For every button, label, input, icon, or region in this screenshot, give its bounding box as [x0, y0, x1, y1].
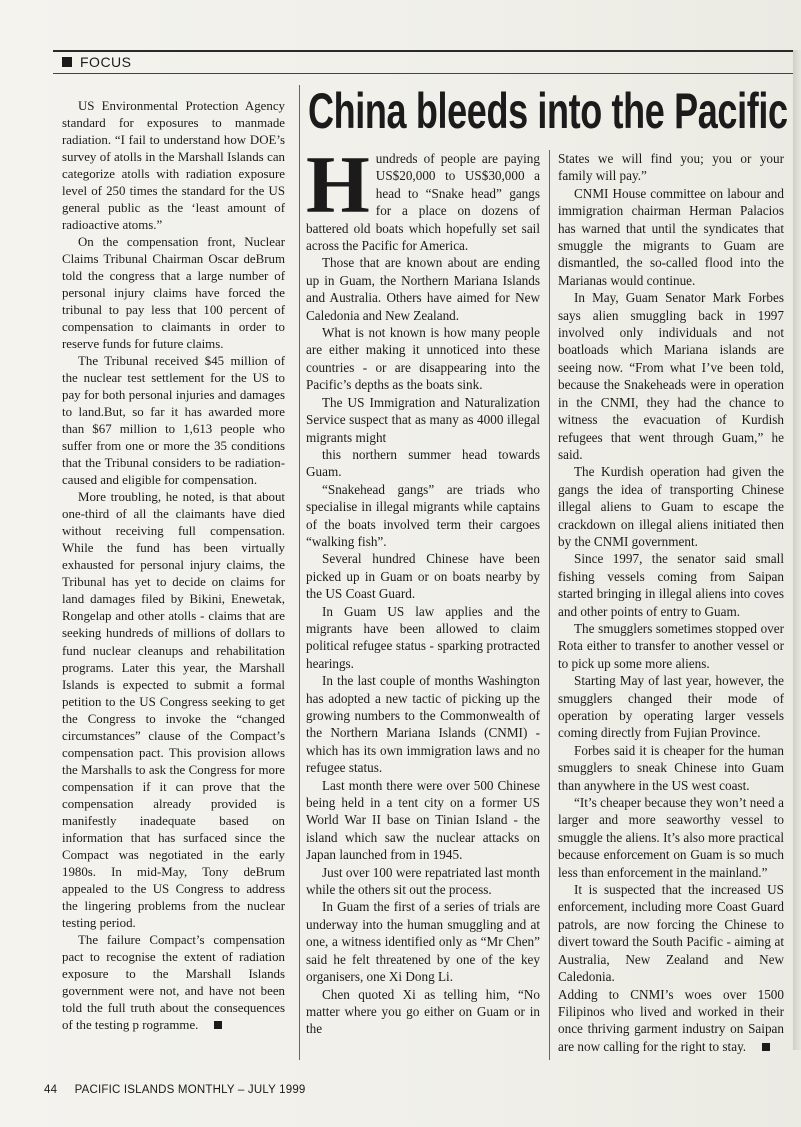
middle-column: [306, 139, 540, 1038]
right-paragraph: Forbes said it is cheaper for the human smugglers to sneak Chinese into Guam than anywhere in the US west coast.: [558, 742, 784, 793]
page-number: 44: [44, 1084, 58, 1096]
right-paragraph: The Kurdish operation had given the gangs the idea of transporting Chinese illegal aliens to Guam to escape the crackdown on illegal aliens initiated then by the CNMI government.: [558, 464, 784, 549]
right-paragraph: “It’s cheaper because they won’t need a larger and more seaworthy vessel to smuggle the aliens. It’s also more practical because enforcement on Guam is so much less than enforcement in the mainland.”: [558, 795, 784, 880]
right-paragraph: States we will find you; you or your family will pay.”: [558, 151, 784, 184]
right-paragraph: It is suspected that the increased US enforcement, including more Coast Guard patrols, are now forcing the Chinese to divert toward the South Pacific - aiming at Australia, New Zealand and New Caledonia.: [558, 882, 784, 985]
left-paragraph-last: [62, 932, 285, 1034]
middle-paragraph: The US Immigration and Naturalization Service suspect that as many as 4000 illegal migrants might: [306, 394, 540, 445]
lead-paragraph: [306, 139, 540, 254]
middle-paragraph: “Snakehead gangs” are triads who specialise in illegal migrants while captains of the boats involved term their cargoes “walking fish”.: [306, 481, 540, 549]
column-divider-right: [549, 150, 550, 1060]
middle-paragraph: Chen quoted Xi as telling him, “No matter where you go either on Guam or in the: [306, 986, 540, 1037]
middle-paragraph: In the last couple of months Washington has adopted a new tactic of picking up the growing numbers to the Commonwealth of the Northern Mariana Islands (CNMI) - which has its own immigration laws and no refugee status.: [306, 673, 540, 776]
middle-paragraph: this northern summer head towards Guam.: [306, 446, 540, 480]
section-label-text: FOCUS: [80, 54, 132, 70]
top-rule: [53, 50, 793, 52]
left-paragraph: More troubling, he noted, is that about one-third of all the claimants have died without receiving full compensation. While the fund has been virtually exhausted for personal injury claims, the Tribunal has yet to decide on claims for land damages filed by Bikini, Enewetak, Rongelap and other atolls - claims that are seeking hundreds of millions of dollars to fund nuclear cleanups and rehabilitation programs. Later this year, the Marshall Islands is expected to submit a formal petition to the US Congress seeking to get the Congress to invoke the “changed circumstances” clause of the Compact’s compensation pact. This provision allows the Marshalls to ask the Congress for more compensation if it can prove that the compensation already provided is manifestly inadequate based on information that has surfaced since the Compact was negotiated in the early 1980s. In mid-May, Tony deBrum appealed to the US Congress to address the lingering problems from the nuclear testing period.: [62, 490, 285, 930]
right-paragraph: In May, Guam Senator Mark Forbes says alien smuggling back in 1997 involved only individuals and not boatloads which Mariana islands are seeing now. “From what I’ve been told, because the Snakeheads were in operation in the CNMI, they had the chance to witness the evacuation of Kurdish refugees that went through Guam,” he said.: [558, 290, 784, 462]
right-paragraph: CNMI House committee on labour and immigration chairman Herman Palacios has warned that until the syndicates that smuggle the migrants to Guam are dismantled, the so-called flood into the Marianas would continue.: [558, 185, 784, 288]
left-paragraph: On the compensation front, Nuclear Claims Tribunal Chairman Oscar deBrum told the congress that a large number of personal injury claims have forced the tribunal to pay less that 100 percent of compensation to claimants in order to reserve funds for future claims.: [62, 235, 285, 352]
right-paragraph: Starting May of last year, however, the smugglers changed their mode of operation by operating larger vessels coming directly from Fujian Province.: [558, 673, 784, 741]
middle-paragraph: Those that are known about are ending up in Guam, the Northern Mariana Islands and Australia. Others have aimed for New Caledonia and New Zealand.: [306, 255, 540, 323]
middle-paragraph: In Guam the first of a series of trials are underway into the human smuggling and at one, a witness identified only as “Mr Chen” said he felt threatened by one of the key organisers, one Xi Dong Li.: [306, 899, 540, 985]
section-label: [62, 54, 132, 70]
right-paragraph: Since 1997, the senator said small fishing vessels coming from Saipan started bringing in illegal aliens into coves and other points of entry to Guam.: [558, 551, 784, 619]
drop-cap: H: [306, 139, 370, 230]
middle-paragraph: Just over 100 were repatriated last month while the others sit out the process.: [306, 864, 540, 898]
left-column: [62, 98, 285, 1034]
column-divider-left: [299, 85, 300, 1060]
left-paragraph-text: The failure Compact’s compensation pact to recognise the extent of radiation exposure to the Marshall Islands government were not, and have not been told the full truth about the consequences of the testing p rogramme.: [62, 932, 285, 1032]
page-footer: [44, 1084, 306, 1096]
left-paragraph: The Tribunal received $45 million of the nuclear test settlement for the US to pay for both personal injuries and damages to land.But, so far it has awarded more than $67 million to 1,613 people who suffer from one or more the 35 conditions that the Tribunal considers to be radiation-caused and eligible for compensation.: [62, 354, 285, 488]
section-square-icon: [62, 57, 72, 67]
section-rule: [53, 73, 793, 74]
right-paragraph-last: [558, 986, 784, 1056]
headline: China bleeds into the Pacific: [308, 83, 788, 139]
publication-line: PACIFIC ISLANDS MONTHLY – JULY 1999: [74, 1084, 306, 1096]
middle-paragraph: Last month there were over 500 Chinese being held in a tent city on a former US World War II base on Tinian Island - the island which saw the nuclear attacks on Japan launched from in 1945.: [306, 777, 540, 863]
right-paragraph-text: Adding to CNMI’s woes over 1500 Filipinos who lived and worked in their once thriving garment industry on Saipan are now calling for the right to stay.: [558, 986, 784, 1054]
lead-text: undreds of people are paying US$20,000 to US$30,000 a head to “Snake head” gangs for a place on dozens of battered old boats which hopefully set sail across the Pacific for America.: [306, 151, 540, 254]
middle-paragraph: Several hundred Chinese have been picked up in Guam or on boats nearby by the US Coast Guard.: [306, 551, 540, 602]
end-mark-icon: [762, 1043, 770, 1051]
right-paragraph: The smugglers sometimes stopped over Rota either to transfer to another vessel or to pick up some more aliens.: [558, 620, 784, 671]
end-mark-icon: [214, 1021, 222, 1029]
middle-paragraph: What is not known is how many people are either making it unnoticed into these countries - or are disappearing into the Pacific’s depths as the boats sink.: [306, 325, 540, 393]
middle-paragraph: In Guam US law applies and the migrants have been allowed to claim political refugee status - sparking protracted hearings.: [306, 603, 540, 671]
right-column: [558, 150, 784, 1055]
facing-page-edge: [793, 50, 801, 1050]
left-paragraph: US Environmental Protection Agency standard for exposures to manmade radiation. “I fail to understand how DOE’s survey of atolls in the Marshall Islands can categorize atolls with radiation exposure level of 250 times the standard for the US general public as the ‘least amount of radioactive atoms.”: [62, 99, 285, 233]
